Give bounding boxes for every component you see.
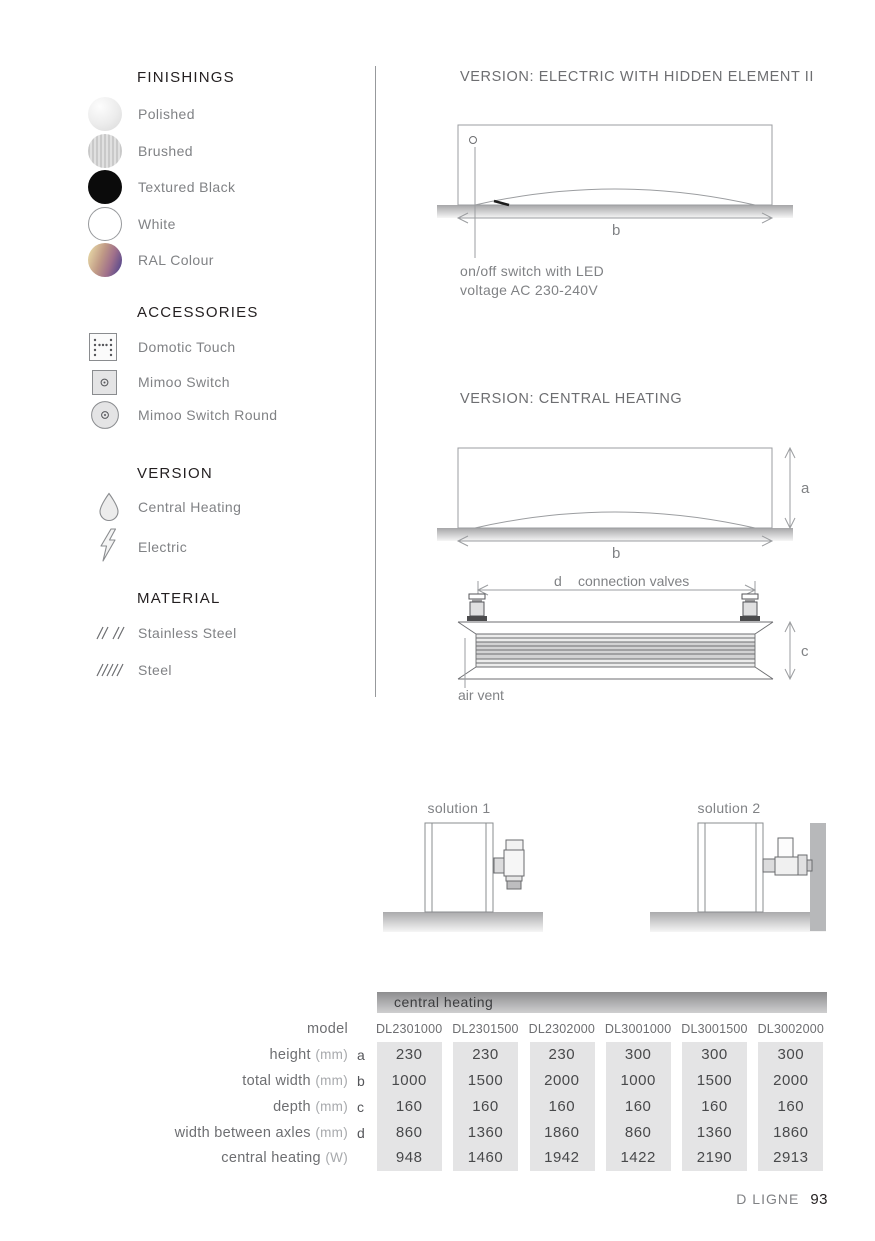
valve-right (740, 594, 760, 621)
textured-black-swatch-icon (88, 170, 122, 204)
version-title: VERSION (137, 465, 213, 482)
row-unit: (mm) (315, 1125, 348, 1140)
table-cell: 230 (395, 1046, 423, 1063)
table-cell: 860 (395, 1124, 423, 1141)
mimoo-switch-icon (92, 370, 117, 395)
accessory-label: Mimoo Switch Round (138, 407, 278, 423)
table-cell: 1422 (620, 1149, 656, 1166)
table-cell: 1000 (620, 1072, 656, 1089)
lightning-bolt-icon (98, 528, 118, 562)
row-dim-letter: a (357, 1047, 365, 1063)
table-cell: 1000 (391, 1072, 427, 1089)
table-cell: 160 (395, 1098, 423, 1115)
table-cell: 1860 (544, 1124, 580, 1141)
row-dim-letter: c (357, 1099, 364, 1115)
solution-2-diagram (650, 818, 830, 938)
row-unit: (mm) (315, 1099, 348, 1114)
finishing-label: White (138, 216, 176, 232)
table-cell: 2190 (696, 1149, 733, 1166)
table-cell: 860 (624, 1124, 652, 1141)
table-cell: 2000 (544, 1072, 580, 1089)
row-dim-letter (348, 1145, 371, 1171)
finishing-label: Polished (138, 106, 195, 122)
row-label: central heating (221, 1150, 321, 1166)
page-footer (736, 1191, 828, 1208)
row-label: height (269, 1047, 311, 1063)
table-cell: 1942 (544, 1149, 580, 1166)
dim-b-label: b (612, 545, 621, 562)
mimoo-switch-round-icon (91, 401, 119, 429)
finishings-title: FINISHINGS (137, 69, 235, 86)
electric-note-line2: voltage AC 230-240V (460, 282, 599, 298)
vertical-divider (375, 66, 376, 697)
row-unit: (mm) (315, 1073, 348, 1088)
connection-valves-label: connection valves (578, 573, 690, 589)
water-drop-icon (97, 492, 121, 522)
table-cell: 230 (548, 1046, 576, 1063)
central-heating-title: VERSION: CENTRAL HEATING (460, 391, 683, 407)
table-cell: 300 (777, 1046, 805, 1063)
finishing-label: RAL Colour (138, 252, 214, 268)
table-cell: 1360 (467, 1124, 504, 1141)
table-cell: 2913 (773, 1149, 809, 1166)
solution-1-diagram (383, 818, 543, 938)
finishing-label: Brushed (138, 143, 193, 159)
table-cell: 1860 (773, 1124, 809, 1141)
model-header: DL3002000 (757, 1022, 825, 1036)
dim-a-label: a (801, 480, 810, 497)
material-title: MATERIAL (137, 590, 221, 607)
table-cell: 160 (777, 1098, 805, 1115)
finishing-label: Textured Black (138, 179, 236, 195)
table-cell: 160 (548, 1098, 576, 1115)
material-label: Steel (138, 662, 172, 678)
electric-note-line1: on/off switch with LED (460, 263, 605, 279)
central-heating-front-diagram (437, 443, 822, 568)
row-unit: (W) (325, 1150, 348, 1165)
table-cell: 230 (472, 1046, 499, 1063)
dim-c-label: c (801, 643, 809, 660)
table-cell: 300 (701, 1046, 728, 1063)
accessory-label: Mimoo Switch (138, 374, 230, 390)
dim-b-label: b (612, 222, 621, 239)
valve-left (467, 594, 487, 621)
brand-name: D LIGNE (736, 1191, 800, 1207)
dim-d-label: d (554, 573, 562, 589)
model-header: DL2301500 (452, 1022, 519, 1036)
material-label: Stainless Steel (138, 625, 237, 641)
electric-version-diagram (437, 118, 797, 268)
row-label: depth (273, 1099, 311, 1115)
table-cell: 160 (472, 1098, 499, 1115)
brushed-swatch-icon (88, 134, 122, 168)
page-number: 93 (810, 1191, 828, 1208)
table-cell: 160 (624, 1098, 652, 1115)
table-cell: 300 (624, 1046, 652, 1063)
table-cell: 2000 (773, 1072, 809, 1089)
hatch-icon (96, 663, 126, 677)
accessory-label: Domotic Touch (138, 339, 236, 355)
table-model-row (0, 1019, 875, 1039)
table-row (0, 1145, 875, 1171)
table-row (0, 1068, 875, 1094)
table-cell: 1500 (467, 1072, 504, 1089)
table-row (0, 1120, 875, 1146)
table-group-header: central heating (377, 992, 827, 1013)
version-label: Central Heating (138, 499, 242, 515)
row-unit: (mm) (315, 1047, 348, 1062)
domotic-touch-icon (89, 333, 117, 361)
row-label: width between axles (174, 1125, 311, 1141)
row-dim-letter: b (357, 1073, 365, 1089)
table-cell: 948 (395, 1149, 423, 1166)
double-hatch-icon (96, 626, 126, 640)
table-cell: 160 (701, 1098, 728, 1115)
ral-colour-swatch-icon (88, 243, 122, 277)
model-header: DL2302000 (528, 1022, 596, 1036)
air-vent-label: air vent (458, 687, 504, 703)
table-row (0, 1094, 875, 1120)
model-header: DL3001000 (604, 1022, 672, 1036)
row-label: total width (242, 1073, 311, 1089)
model-row-label: model (307, 1021, 348, 1037)
solution-2-label: solution 2 (697, 800, 761, 816)
model-header: DL3001500 (681, 1022, 748, 1036)
accessories-title: ACCESSORIES (137, 304, 259, 321)
table-cell: 1360 (696, 1124, 733, 1141)
table-cell: 1500 (696, 1072, 733, 1089)
model-header: DL2301000 (375, 1022, 443, 1036)
central-heating-top-diagram (437, 568, 822, 706)
electric-version-title: VERSION: ELECTRIC WITH HIDDEN ELEMENT II (460, 69, 815, 85)
polished-swatch-icon (88, 97, 122, 131)
table-row (0, 1042, 875, 1068)
table-cell: 1460 (467, 1149, 504, 1166)
solution-1-label: solution 1 (427, 800, 491, 816)
version-label: Electric (138, 539, 188, 555)
white-swatch-icon (88, 207, 122, 241)
row-dim-letter: d (357, 1125, 365, 1141)
